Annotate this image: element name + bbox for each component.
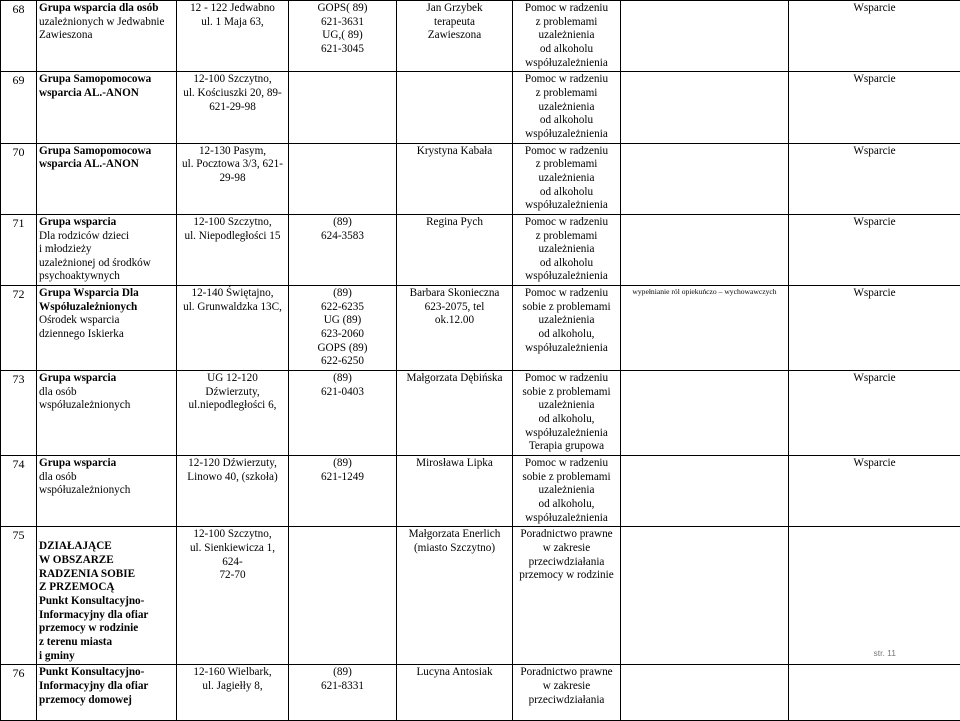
form-of-help-line: współuzależnienia — [515, 512, 618, 526]
page-number: str. 11 — [873, 648, 896, 658]
organization-name-line: dla osób — [39, 471, 174, 485]
organization-name-line: i młodzieży — [39, 243, 174, 257]
form-of-help-line: Pomoc w radzeniu — [515, 216, 618, 230]
form-of-help — [513, 143, 621, 214]
address-line: 12-140 Świętajno, — [179, 287, 286, 301]
phone-line: UG,( 89) — [291, 29, 394, 43]
form-of-help-line: Pomoc w radzeniu — [515, 457, 618, 471]
service-type: Wsparcie — [789, 214, 960, 285]
organization-name-line: współuzależnionych — [39, 399, 174, 413]
phone-line: (89) — [291, 372, 394, 386]
table-row — [1, 286, 960, 371]
table-row — [1, 72, 960, 143]
note — [621, 665, 789, 721]
note — [621, 143, 789, 214]
organization-name-line: wsparcia AL.-ANON — [39, 87, 174, 101]
contact-person — [397, 1, 513, 72]
contact-person-line: Mirosława Lipka — [399, 457, 510, 471]
contact-person — [397, 527, 513, 665]
organization-name-line: Grupa Samopomocowa — [39, 73, 174, 87]
phone-line: UG (89) — [291, 314, 394, 328]
contact-person-line: terapeuta — [399, 16, 510, 30]
contact-person-line: Krystyna Kabała — [399, 145, 510, 159]
form-of-help-line: współuzależnienia — [515, 128, 618, 142]
form-of-help-line: współuzależnienia — [515, 427, 618, 441]
organization-name-line: uzależnionej od środków — [39, 257, 174, 271]
form-of-help-line: uzależnienia — [515, 101, 618, 115]
service-type: Wsparcie — [789, 143, 960, 214]
form-of-help-line: uzależnienia — [515, 399, 618, 413]
form-of-help-line: z problemami — [515, 16, 618, 30]
address-line: ul. Kościuszki 20, 89- — [179, 87, 286, 101]
form-of-help — [513, 214, 621, 285]
phone — [289, 72, 397, 143]
form-of-help-line: sobie z problemami — [515, 471, 618, 485]
row-number: 75 — [1, 527, 37, 665]
address-line: UG 12-120 Dźwierzuty, — [179, 372, 286, 399]
form-of-help-line: z problemami — [515, 158, 618, 172]
form-of-help-line: współuzależnienia — [515, 342, 618, 356]
address-line: ul. Pocztowa 3/3, 621- — [179, 158, 286, 172]
address-line: 12-100 Szczytno, — [179, 73, 286, 87]
form-of-help — [513, 286, 621, 371]
service-type: Wsparcie — [789, 286, 960, 371]
organization-name-line: Punkt Konsultacyjno- — [39, 666, 174, 680]
row-number: 68 — [1, 1, 37, 72]
phone-line: (89) — [291, 666, 394, 680]
form-of-help-line: współuzależnienia — [515, 270, 618, 284]
address — [177, 214, 289, 285]
organization-name-line: Grupa Wsparcia Dla — [39, 287, 174, 301]
form-of-help-line: od alkoholu — [515, 114, 618, 128]
organization-name-line: przemocy w rodzinie — [39, 622, 174, 636]
organization-name — [37, 72, 177, 143]
form-of-help — [513, 665, 621, 721]
address-line: ul. 1 Maja 63, — [179, 16, 286, 30]
form-of-help-line: od alkoholu, — [515, 328, 618, 342]
form-of-help-line: od alkoholu, — [515, 413, 618, 427]
form-of-help-line: Pomoc w radzeniu — [515, 2, 618, 16]
table-row — [1, 665, 960, 721]
phone — [289, 214, 397, 285]
organization-name-line: Punkt Konsultacyjno- — [39, 595, 174, 609]
note — [621, 527, 789, 665]
form-of-help-line: przeciwdziałania — [515, 694, 618, 708]
form-of-help-line: od alkoholu — [515, 257, 618, 271]
service-type: Wsparcie — [789, 456, 960, 527]
contact-person-line: (miasto Szczytno) — [399, 542, 510, 556]
address-line: 621-29-98 — [179, 101, 286, 115]
address-line: 29-98 — [179, 172, 286, 186]
form-of-help-line: od alkoholu — [515, 186, 618, 200]
note: wypełnianie ról opiekuńczo – wychowawczych — [621, 286, 789, 371]
phone-line: (89) — [291, 216, 394, 230]
organization-name-line: Dla rodziców dzieci — [39, 230, 174, 244]
service-type: Wsparcie — [789, 72, 960, 143]
contact-person — [397, 371, 513, 456]
organization-name-line: i gminy — [39, 650, 174, 664]
phone — [289, 456, 397, 527]
organization-name-line: wsparcia AL.-ANON — [39, 158, 174, 172]
form-of-help-line: Poradnictwo prawne — [515, 666, 618, 680]
phone — [289, 286, 397, 371]
organization-name-line: W OBSZARZE — [39, 554, 174, 568]
organization-name-line: współuzależnionych — [39, 484, 174, 498]
form-of-help-line: Poradnictwo prawne — [515, 528, 618, 542]
contact-person — [397, 143, 513, 214]
row-number: 70 — [1, 143, 37, 214]
organization-name-line: Grupa wsparcia — [39, 372, 174, 386]
form-of-help-line: sobie z problemami — [515, 301, 618, 315]
form-of-help-line: w zakresie — [515, 680, 618, 694]
phone-line: 622-6250 — [291, 355, 394, 369]
form-of-help-line: uzależnienia — [515, 29, 618, 43]
form-of-help-line: przeciwdziałania — [515, 556, 618, 570]
phone-line: 621-1249 — [291, 471, 394, 485]
phone-line: 621-0403 — [291, 386, 394, 400]
organization-name-line: Z PRZEMOCĄ — [39, 581, 174, 595]
organization-name-line: dziennego Iskierka — [39, 328, 174, 342]
organization-name-line: z terenu miasta — [39, 636, 174, 650]
row-number: 73 — [1, 371, 37, 456]
note — [621, 1, 789, 72]
organization-name-line: Zawieszona — [39, 29, 174, 43]
organization-name — [37, 665, 177, 721]
contact-person-line: Lucyna Antosiak — [399, 666, 510, 680]
organization-name-line: Grupa wsparcia — [39, 457, 174, 471]
form-of-help-line: uzależnienia — [515, 172, 618, 186]
table-row — [1, 214, 960, 285]
form-of-help — [513, 1, 621, 72]
address-line: 12-130 Pasym, — [179, 145, 286, 159]
service-type: Wsparcie — [789, 371, 960, 456]
form-of-help-line: Terapia grupowa — [515, 440, 618, 454]
phone-line: GOPS (89) — [291, 342, 394, 356]
organization-name-line: Grupa Samopomocowa — [39, 145, 174, 159]
table-row — [1, 143, 960, 214]
organization-name-line: Grupa wsparcia dla osób — [39, 2, 174, 16]
contact-person-line: Jan Grzybek — [399, 2, 510, 16]
phone-line: GOPS( 89) — [291, 2, 394, 16]
organization-name — [37, 527, 177, 665]
table-row — [1, 1, 960, 72]
organization-name-line: przemocy domowej — [39, 694, 174, 708]
organization-name — [37, 371, 177, 456]
address — [177, 371, 289, 456]
form-of-help-line: sobie z problemami — [515, 386, 618, 400]
organization-name — [37, 456, 177, 527]
contact-person-line: 623-2075, tel — [399, 301, 510, 315]
form-of-help — [513, 72, 621, 143]
form-of-help-line: współuzależnienia — [515, 199, 618, 213]
phone-line: 621-3045 — [291, 43, 394, 57]
address-line: 12 - 122 Jedwabno — [179, 2, 286, 16]
contact-person-line: Barbara Skonieczna — [399, 287, 510, 301]
address — [177, 665, 289, 721]
contact-person-line: Małgorzata Dębińska — [399, 372, 510, 386]
organization-name-line: Informacyjny dla ofiar — [39, 609, 174, 623]
contact-person-line: Zawieszona — [399, 29, 510, 43]
phone — [289, 1, 397, 72]
phone-line: 624-3583 — [291, 230, 394, 244]
form-of-help-line: w zakresie — [515, 542, 618, 556]
form-of-help-line: z problemami — [515, 87, 618, 101]
form-of-help-line: współuzależnienia — [515, 57, 618, 71]
form-of-help — [513, 456, 621, 527]
address-line: ul. Jagiełły 8, — [179, 680, 286, 694]
address — [177, 143, 289, 214]
address-line: 12-160 Wielbark, — [179, 666, 286, 680]
contact-person-line: Regina Pych — [399, 216, 510, 230]
form-of-help-line: z problemami — [515, 230, 618, 244]
note — [621, 72, 789, 143]
address-line: ul. Niepodległości 15 — [179, 230, 286, 244]
form-of-help-line: Pomoc w radzeniu — [515, 145, 618, 159]
organization-name — [37, 143, 177, 214]
form-of-help — [513, 527, 621, 665]
address-line: 72-70 — [179, 569, 286, 583]
address — [177, 1, 289, 72]
contact-person — [397, 214, 513, 285]
form-of-help-line: uzależnienia — [515, 484, 618, 498]
form-of-help-line: uzależnienia — [515, 243, 618, 257]
row-number: 72 — [1, 286, 37, 371]
organization-name-line: Ośrodek wsparcia — [39, 314, 174, 328]
form-of-help-line: od alkoholu, — [515, 498, 618, 512]
organization-name-line: Grupa wsparcia — [39, 216, 174, 230]
form-of-help-line: Pomoc w radzeniu — [515, 73, 618, 87]
address-line: Linowo 40, (szkoła) — [179, 471, 286, 485]
organization-name-line: RADZENIA SOBIE — [39, 568, 174, 582]
address — [177, 527, 289, 665]
note — [621, 371, 789, 456]
address-line: 12-120 Dźwierzuty, — [179, 457, 286, 471]
phone-line: (89) — [291, 457, 394, 471]
note — [621, 456, 789, 527]
contact-person — [397, 456, 513, 527]
address — [177, 72, 289, 143]
contact-person-line: Małgorzata Enerlich — [399, 528, 510, 542]
row-number: 69 — [1, 72, 37, 143]
service-type — [789, 665, 960, 721]
phone — [289, 143, 397, 214]
contact-person — [397, 72, 513, 143]
table-row — [1, 456, 960, 527]
address-line: 12-100 Szczytno, — [179, 216, 286, 230]
address-line: ul. Grunwaldzka 13C, — [179, 301, 286, 315]
service-type — [789, 527, 960, 665]
address — [177, 286, 289, 371]
organization-name — [37, 286, 177, 371]
address-line: ul.niepodległości 6, — [179, 399, 286, 413]
table-row — [1, 527, 960, 665]
phone — [289, 371, 397, 456]
note — [621, 214, 789, 285]
form-of-help-line: od alkoholu — [515, 43, 618, 57]
phone-line: 621-3631 — [291, 16, 394, 30]
organization-name-line: dla osób — [39, 386, 174, 400]
row-number: 76 — [1, 665, 37, 721]
contact-person — [397, 665, 513, 721]
phone-line: 623-2060 — [291, 328, 394, 342]
organization-name-line: Informacyjny dla ofiar — [39, 680, 174, 694]
form-of-help-line: przemocy w rodzinie — [515, 569, 618, 583]
contact-person — [397, 286, 513, 371]
organization-name-line: DZIAŁAJĄCE — [39, 540, 174, 554]
organization-name-line: psychoaktywnych — [39, 270, 174, 284]
table-row — [1, 371, 960, 456]
form-of-help-line: Pomoc w radzeniu — [515, 287, 618, 301]
phone — [289, 527, 397, 665]
phone-line: (89) — [291, 287, 394, 301]
form-of-help-line: Pomoc w radzeniu — [515, 372, 618, 386]
address-line: ul. Sienkiewicza 1, 624- — [179, 542, 286, 569]
organization-name — [37, 1, 177, 72]
organization-name-line: uzależnionych w Jedwabnie — [39, 16, 174, 30]
row-number: 74 — [1, 456, 37, 527]
phone-line: 622-6235 — [291, 301, 394, 315]
address-line: 12-100 Szczytno, — [179, 528, 286, 542]
contact-person-line: ok.12.00 — [399, 314, 510, 328]
phone — [289, 665, 397, 721]
form-of-help — [513, 371, 621, 456]
table-body — [1, 1, 960, 721]
row-number: 71 — [1, 214, 37, 285]
organization-name-line: Współuzależnionych — [39, 301, 174, 315]
form-of-help-line: uzależnienia — [515, 314, 618, 328]
phone-line: 621-8331 — [291, 680, 394, 694]
service-type: Wsparcie — [789, 1, 960, 72]
address — [177, 456, 289, 527]
organization-name — [37, 214, 177, 285]
